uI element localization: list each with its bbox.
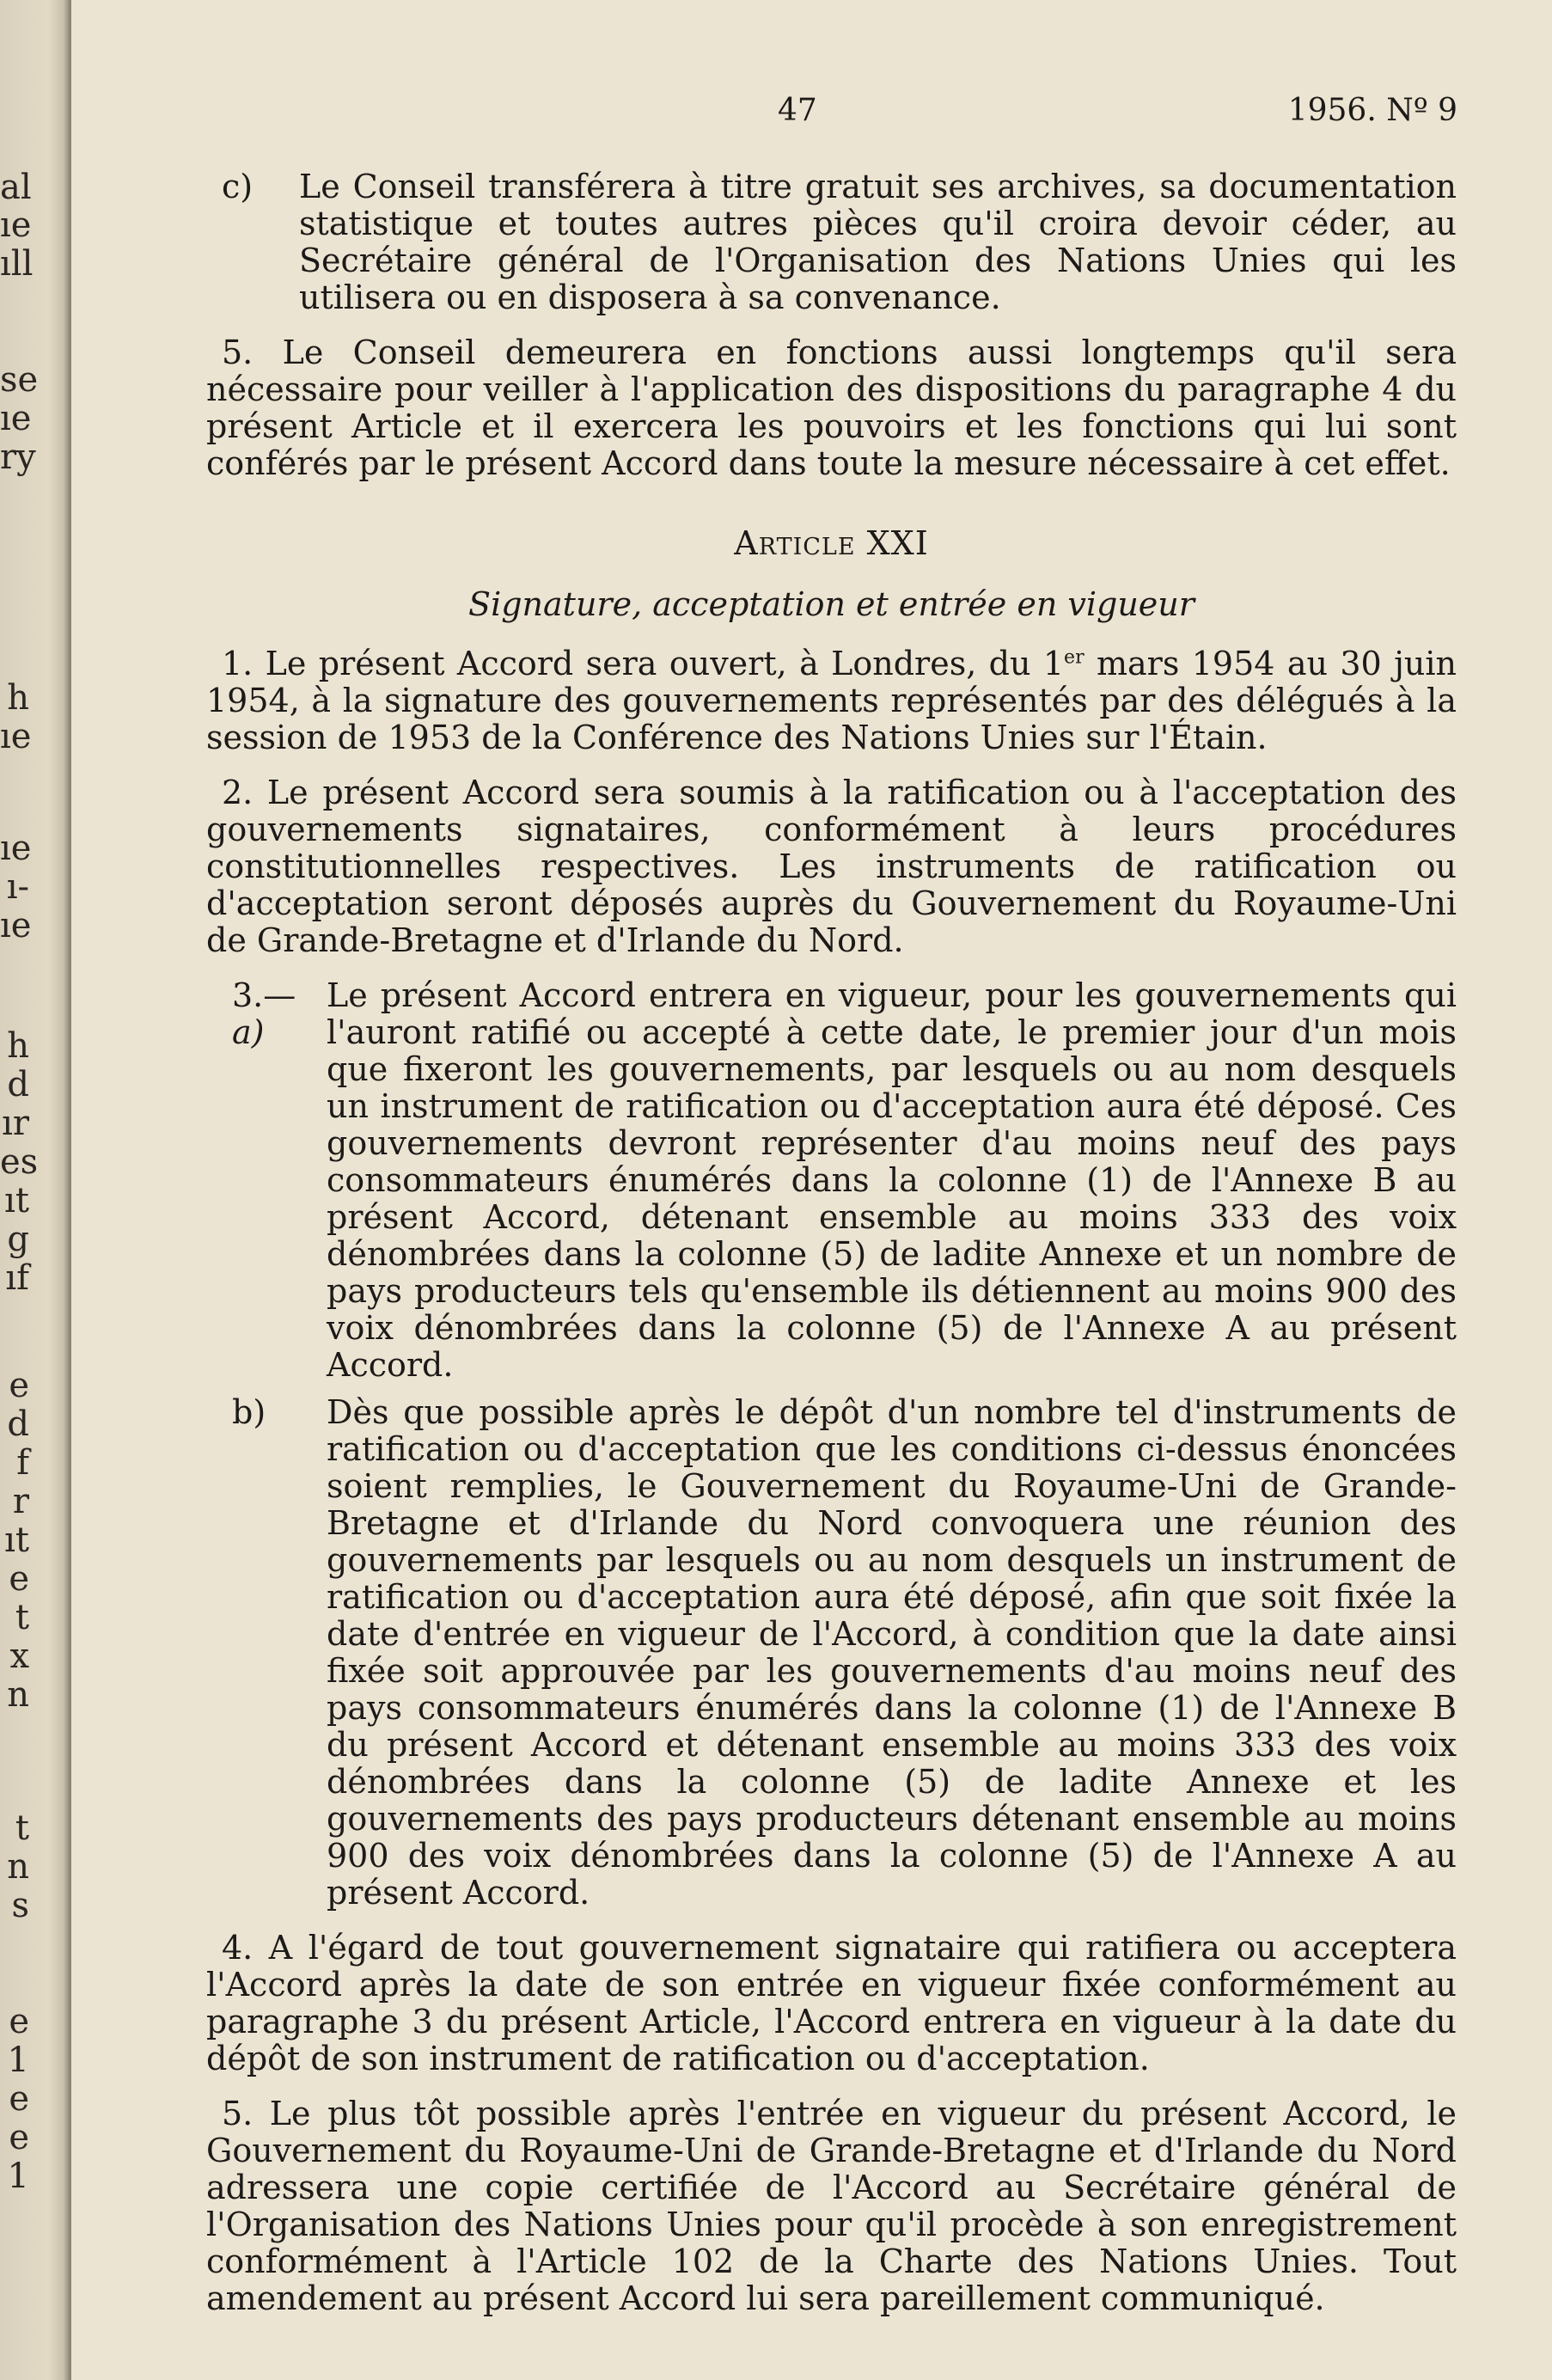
page-number: 47 (778, 93, 817, 128)
article-paragraph-3b (206, 1394, 1457, 1912)
gutter-fragment: e (9, 2118, 29, 2157)
p1-superscript: er (1064, 646, 1085, 669)
paragraph-c (206, 168, 1457, 316)
gutter-fragment: g (7, 1220, 29, 1259)
gutter-fragment: h (7, 1026, 29, 1066)
page-body (206, 168, 1457, 2335)
article-paragraph-5: 5. Le plus tôt possible après l'entrée en vigueur du présent Accord, le Gouvernement du Royaume-Uni de Grande-Bretagne et d'Irlande du Nord adressera une copie certifiée de l'Accord au Secrétaire général de l'Organisation des Nations Unies pour qu'il procède à son enregistrement conformément à l'Article 102 de la Charte des Nations Unies. Tout amendement au présent Accord lui sera pareillement communiqué. (206, 2095, 1457, 2317)
gutter-fragment: e (9, 2002, 29, 2041)
p1-text-start: 1. Le présent Accord sera ouvert, à Londres, du 1 (222, 645, 1065, 682)
gutter-fragment: r (12, 1482, 29, 1521)
gutter-fragment: ıe (0, 205, 32, 245)
paragraph-text: Le présent Accord entrera en vigueur, pour les gouvernements qui l'auront ratifié ou accepté à cette date, le premier jour d'un mois que fixeront les gouvernements, par lesquels ou au nom desquels un instrument de ratification ou d'acceptation aura été déposé. Ces gouvernements devront représenter d'au moins neuf des pays consommateurs énumérés dans la colonne (1) de l'Annexe B au présent Accord, détenant ensemble au moins 333 des voix dénombrées dans la colonne (5) de ladite Annexe et un nombre de pays producteurs tels qu'ensemble ils détiennent au moins 900 des voix dénombrées dans la colonne (5) de l'Annexe A au présent Accord. (327, 976, 1457, 1384)
gutter-fragment: ry (0, 437, 36, 477)
p3a-letter: a) (232, 1013, 265, 1051)
gutter-fragment: ıf (5, 1258, 29, 1298)
gutter-fragment: al (0, 168, 32, 207)
gutter-fragment: ıe (0, 717, 32, 756)
gutter-fragment: ıt (4, 1181, 29, 1221)
gutter-fragment: f (16, 1443, 29, 1483)
gutter-fragment: ıe (0, 906, 32, 945)
gutter-fragment: se (0, 360, 39, 400)
gutter-fragment: ır (2, 1104, 29, 1143)
paragraph-5: 5. Le Conseil demeurera en fonctions aussi longtemps qu'il sera nécessaire pour veiller à l'application des dispositions du paragraphe 4 du présent Article et il exercera les pouvoirs et les fonctions qui lui sont conférés par le présent Accord dans toute la mesure nécessaire à cet effet. (206, 333, 1457, 482)
gutter-fragment: n (7, 1847, 29, 1887)
gutter-fragment: t (15, 1808, 29, 1848)
gutter-fragment: n (7, 1675, 29, 1715)
gutter-fragment: ıe (0, 399, 32, 438)
gutter-fragment: t (15, 1598, 29, 1637)
gutter-fragment: ı- (6, 867, 29, 907)
paragraph-text: Le Conseil transférera à titre gratuit ses archives, sa documentation statistique et toutes autres pièces qu'il croira devoir céder, au Secrétaire général de l'Organisation des Nations Unies qui les utilisera ou en disposera à sa convenance. (299, 168, 1457, 316)
gutter-fragment: e (9, 1559, 29, 1599)
document-reference: 1956. Nº 9 (1287, 93, 1457, 128)
gutter-fragment: 1 (7, 2040, 29, 2080)
page-header (0, 93, 1552, 136)
article-heading: Article XXI (734, 524, 929, 562)
paragraph-label: b) (232, 1393, 266, 1431)
gutter-fragment: s (11, 1886, 29, 1925)
gutter-fragment: 1 (7, 2157, 29, 2196)
gutter-fragment: e (9, 2079, 29, 2119)
paragraph-label (206, 977, 327, 1384)
p1-text-end: mars 1954 au 30 juin 1954, à la signature des gouvernements représentés par des délégués à la session de 1953 de la Conférence des Nations Unies sur l'Étain. (206, 645, 1457, 756)
paragraph-text: Dès que possible après le dépôt d'un nombre tel d'instruments de ratification ou d'acceptation que les conditions ci-dessus énoncées soient remplies, le Gouvernement du Royaume-Uni de Grande-Bretagne et d'Irlande du Nord convoquera une réunion des gouvernements par lesquels ou au nom desquels un instrument de ratification ou d'acceptation aura été déposé, afin que soit fixée la date d'entrée en vigueur de l'Accord, à condition que la date ainsi fixée soit approuvée par les gouvernements d'au moins neuf des pays consommateurs énumérés dans la colonne (1) de l'Annexe B du présent Accord et détenant ensemble au moins 333 des voix dénombrées dans la colonne (5) de ladite Annexe et les gouvernements des pays producteurs détenant ensemble au moins 900 des voix dénombrées dans la colonne (5) de l'Annexe A au présent Accord. (327, 1393, 1457, 1912)
gutter-fragment: ıe (0, 829, 32, 868)
gutter-fragment: es (0, 1142, 39, 1182)
paragraph-label: c) (222, 168, 254, 205)
article-subheading: Signature, acceptation et entrée en vigueur (468, 585, 1195, 623)
gutter-fragment: e (9, 1366, 29, 1405)
book-spine-shadow (69, 0, 71, 2380)
gutter-fragment: ıll (0, 244, 34, 284)
article-paragraph-4: 4. A l'égard de tout gouvernement signataire qui ratifiera ou acceptera l'Accord après la date de son entrée en vigueur fixée conformément au paragraphe 3 du présent Article, l'Accord entrera en vigueur à la date du dépôt de son instrument de ratification ou d'acceptation. (206, 1929, 1457, 2077)
article-paragraph-2: 2. Le présent Accord sera soumis à la ratification ou à l'acceptation des gouvernements signataires, conformément à leurs procédures constitutionnelles respectives. Les instruments de ratification ou d'acceptation seront déposés auprès du Gouvernement du Royaume-Uni de Grande-Bretagne et d'Irlande du Nord. (206, 774, 1457, 959)
article-paragraph-3a (206, 977, 1457, 1384)
article-paragraph-1 (206, 645, 1457, 756)
gutter-fragment: ıt (4, 1520, 29, 1560)
gutter-fragment: d (7, 1065, 29, 1104)
p3-number: 3.— (232, 976, 296, 1014)
gutter-fragment: h (7, 678, 29, 718)
gutter-fragment: d (7, 1404, 29, 1444)
gutter-fragment: x (9, 1637, 29, 1676)
